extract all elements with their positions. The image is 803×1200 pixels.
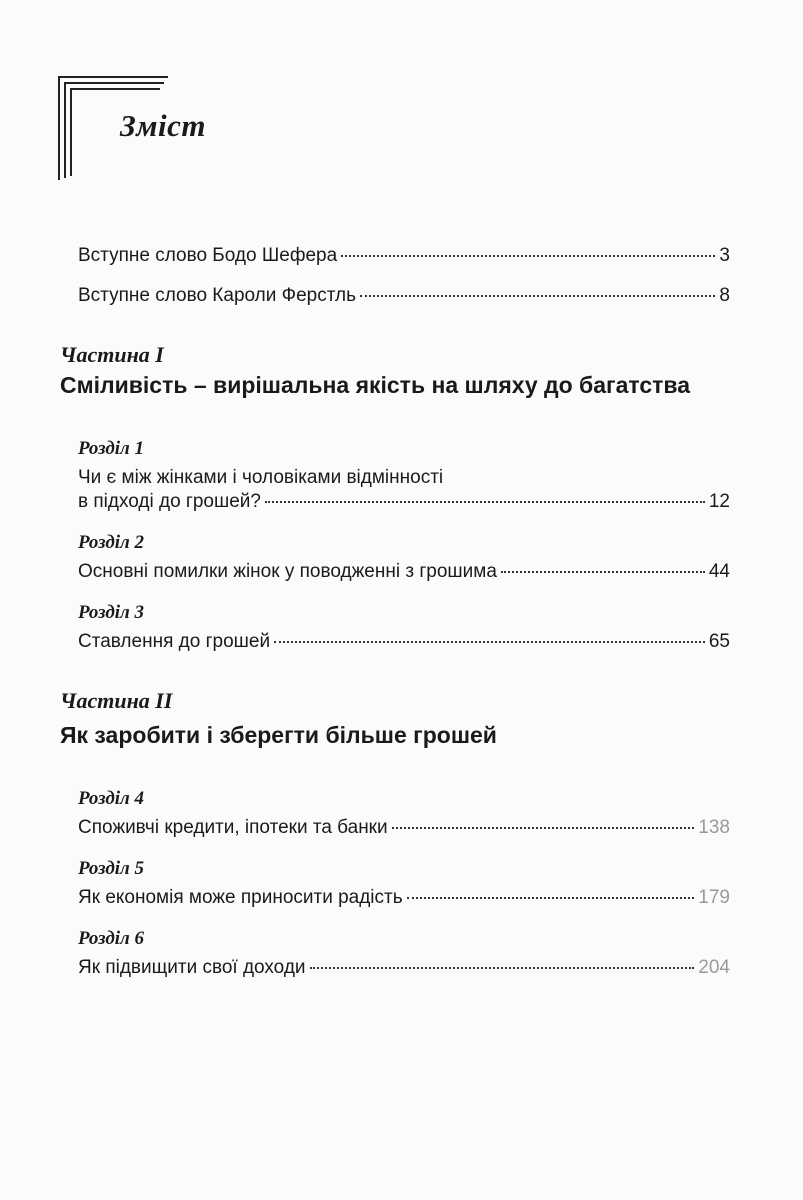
chapter-label-2: Розділ 2 [78, 532, 145, 553]
toc-entry-intro-ferstl [78, 284, 730, 308]
toc-page-number: 3 [719, 245, 730, 266]
chapter-label-3: Розділ 3 [78, 602, 145, 623]
toc-page-number: 179 [698, 887, 730, 908]
leader-dots [265, 501, 705, 503]
chapter-label-5: Розділ 5 [78, 858, 145, 879]
chapter-label-6: Розділ 6 [78, 928, 145, 949]
toc-page-number: 65 [708, 631, 730, 652]
toc-entry-text-line1: Чи є між жінками і чоловіками відмінності [78, 467, 444, 488]
toc-page-number: 204 [698, 957, 730, 978]
toc-entry-text-line2: в підході до грошей? [78, 491, 261, 512]
chapter-label-4: Розділ 4 [78, 788, 145, 809]
toc-entry-text: Вступне слово Кароли Ферстль [78, 285, 356, 306]
toc-page-number: 44 [708, 561, 730, 582]
toc-entry-text: Вступне слово Бодо Шефера [78, 245, 338, 266]
leader-dots [501, 571, 705, 573]
chapter-label-1: Розділ 1 [78, 438, 145, 459]
toc-page-number: 8 [719, 285, 730, 306]
part-label-1: Частина I [60, 342, 164, 367]
toc-page-number: 138 [698, 817, 730, 838]
leader-dots [274, 641, 705, 643]
toc-entry-text: Ставлення до грошей [78, 631, 271, 652]
toc-entry-text: Споживчі кредити, іпотеки та банки [78, 817, 388, 838]
toc-entry-chapter-6 [78, 956, 730, 980]
toc-page-number: 12 [708, 491, 730, 512]
leader-dots [392, 827, 695, 829]
leader-dots [341, 255, 715, 257]
toc-entry-chapter-2 [78, 560, 730, 584]
toc-entry-text: Основні помилки жінок у поводженні з грошима [78, 561, 497, 582]
leader-dots [360, 295, 715, 297]
toc-entry-chapter-5 [78, 886, 730, 910]
toc-entry-chapter-3 [78, 630, 730, 654]
toc-entry-chapter-4 [78, 816, 730, 840]
toc-entry-text: Як підвищити свої доходи [78, 957, 306, 978]
leader-dots [407, 897, 695, 899]
part-label-2: Частина II [60, 688, 173, 713]
leader-dots [310, 967, 695, 969]
page-title: Зміст [120, 108, 206, 143]
part-title-1: Сміливість – вирішальна якість на шляху до багатства [60, 372, 691, 398]
toc-entry-chapter-1 [78, 490, 730, 514]
toc-entry-text: Як економія може приносити радість [78, 887, 403, 908]
part-title-2: Як заробити і зберегти більше грошей [60, 722, 497, 748]
toc-entry-intro-shefer [78, 244, 730, 268]
